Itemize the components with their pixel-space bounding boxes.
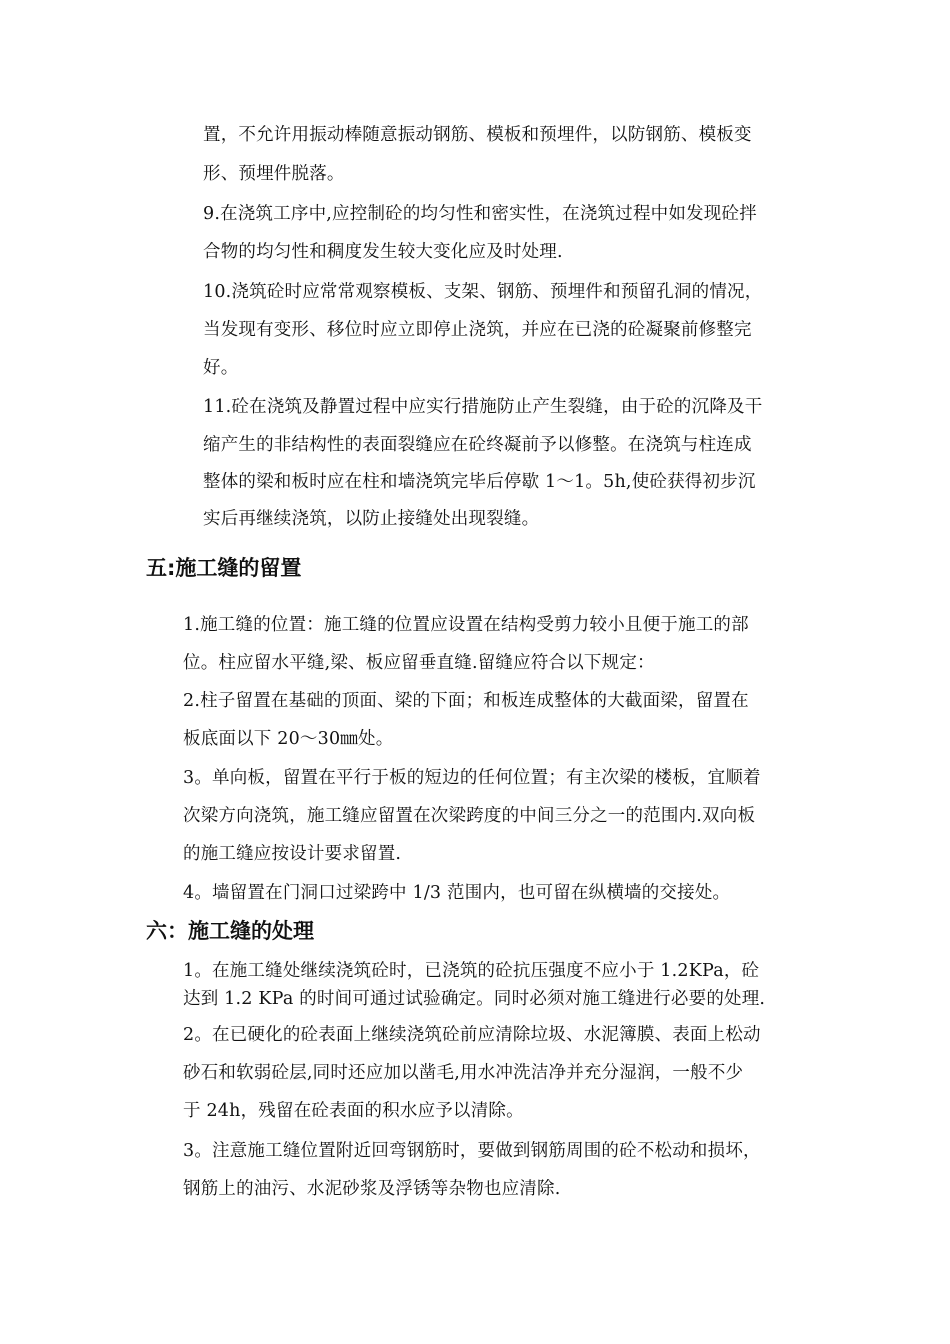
paragraph-line: 实后再继续浇筑，以防止接缝处出现裂缝。: [203, 509, 540, 529]
section-heading: 五:施工缝的留置: [146, 556, 302, 580]
paragraph-line: 次梁方向浇筑，施工缝应留置在次梁跨度的中间三分之一的范围内.双向板: [183, 806, 756, 826]
paragraph-line: 11.砼在浇筑及静置过程中应实行措施防止产生裂缝，由于砼的沉降及干: [203, 397, 763, 417]
paragraph-line: 达到 1.2 KPa 的时间可通过试验确定。同时必须对施工缝进行必要的处理.: [183, 989, 766, 1009]
paragraph-line: 当发现有变形、移位时应立即停止浇筑，并应在已浇的砼凝聚前修整完: [203, 320, 752, 340]
paragraph-line: 2。在已硬化的砼表面上继续浇筑砼前应清除垃圾、水泥簿膜、表面上松动: [183, 1025, 761, 1045]
paragraph-line: 板底面以下 20～30㎜处。: [183, 729, 394, 749]
paragraph-line: 1.施工缝的位置：施工缝的位置应设置在结构受剪力较小且便于施工的部: [183, 615, 749, 635]
paragraph-line: 于 24h，残留在砼表面的积水应予以清除。: [183, 1101, 524, 1121]
paragraph-line: 好。: [203, 358, 239, 378]
paragraph-line: 3。注意施工缝位置附近回弯钢筋时，要做到钢筋周围的砼不松动和损坏，: [183, 1141, 761, 1161]
paragraph-line: 4。墙留置在门洞口过梁跨中 1/3 范围内，也可留在纵横墙的交接处。: [183, 883, 731, 903]
paragraph-line: 的施工缝应按设计要求留置.: [183, 844, 402, 864]
paragraph-line: 置，不允许用振动棒随意振动钢筋、模板和预埋件，以防钢筋、模板变: [203, 125, 752, 145]
paragraph-line: 10.浇筑砼时应常常观察模板、支架、钢筋、预埋件和预留孔洞的情况，: [203, 282, 763, 302]
section-heading: 六：施工缝的处理: [146, 919, 314, 943]
paragraph-line: 3。单向板，留置在平行于板的短边的任何位置；有主次梁的楼板，宜顺着: [183, 768, 761, 788]
paragraph-line: 1。在施工缝处继续浇筑砼时，已浇筑的砼抗压强度不应小于 1.2KPa，砼: [183, 961, 760, 981]
paragraph-line: 钢筋上的油污、水泥砂浆及浮锈等杂物也应清除.: [183, 1179, 561, 1199]
paragraph-line: 整体的梁和板时应在柱和墙浇筑完毕后停歇 1～1。5h,使砼获得初步沉: [203, 472, 756, 492]
paragraph-line: 形、预埋件脱落。: [203, 164, 345, 184]
paragraph-line: 9.在浇筑工序中,应控制砼的均匀性和密实性，在浇筑过程中如发现砼拌: [203, 204, 757, 224]
paragraph-line: 砂石和软弱砼层,同时还应加以凿毛,用水冲洗洁净并充分湿润，一般不少: [183, 1063, 744, 1083]
paragraph-line: 2.柱子留置在基础的顶面、梁的下面；和板连成整体的大截面梁，留置在: [183, 691, 749, 711]
paragraph-line: 合物的均匀性和稠度发生较大变化应及时处理.: [203, 242, 563, 262]
paragraph-line: 位。柱应留水平缝,梁、板应留垂直缝.留缝应符合以下规定：: [183, 653, 655, 673]
paragraph-line: 缩产生的非结构性的表面裂缝应在砼终凝前予以修整。在浇筑与柱连成: [203, 435, 752, 455]
